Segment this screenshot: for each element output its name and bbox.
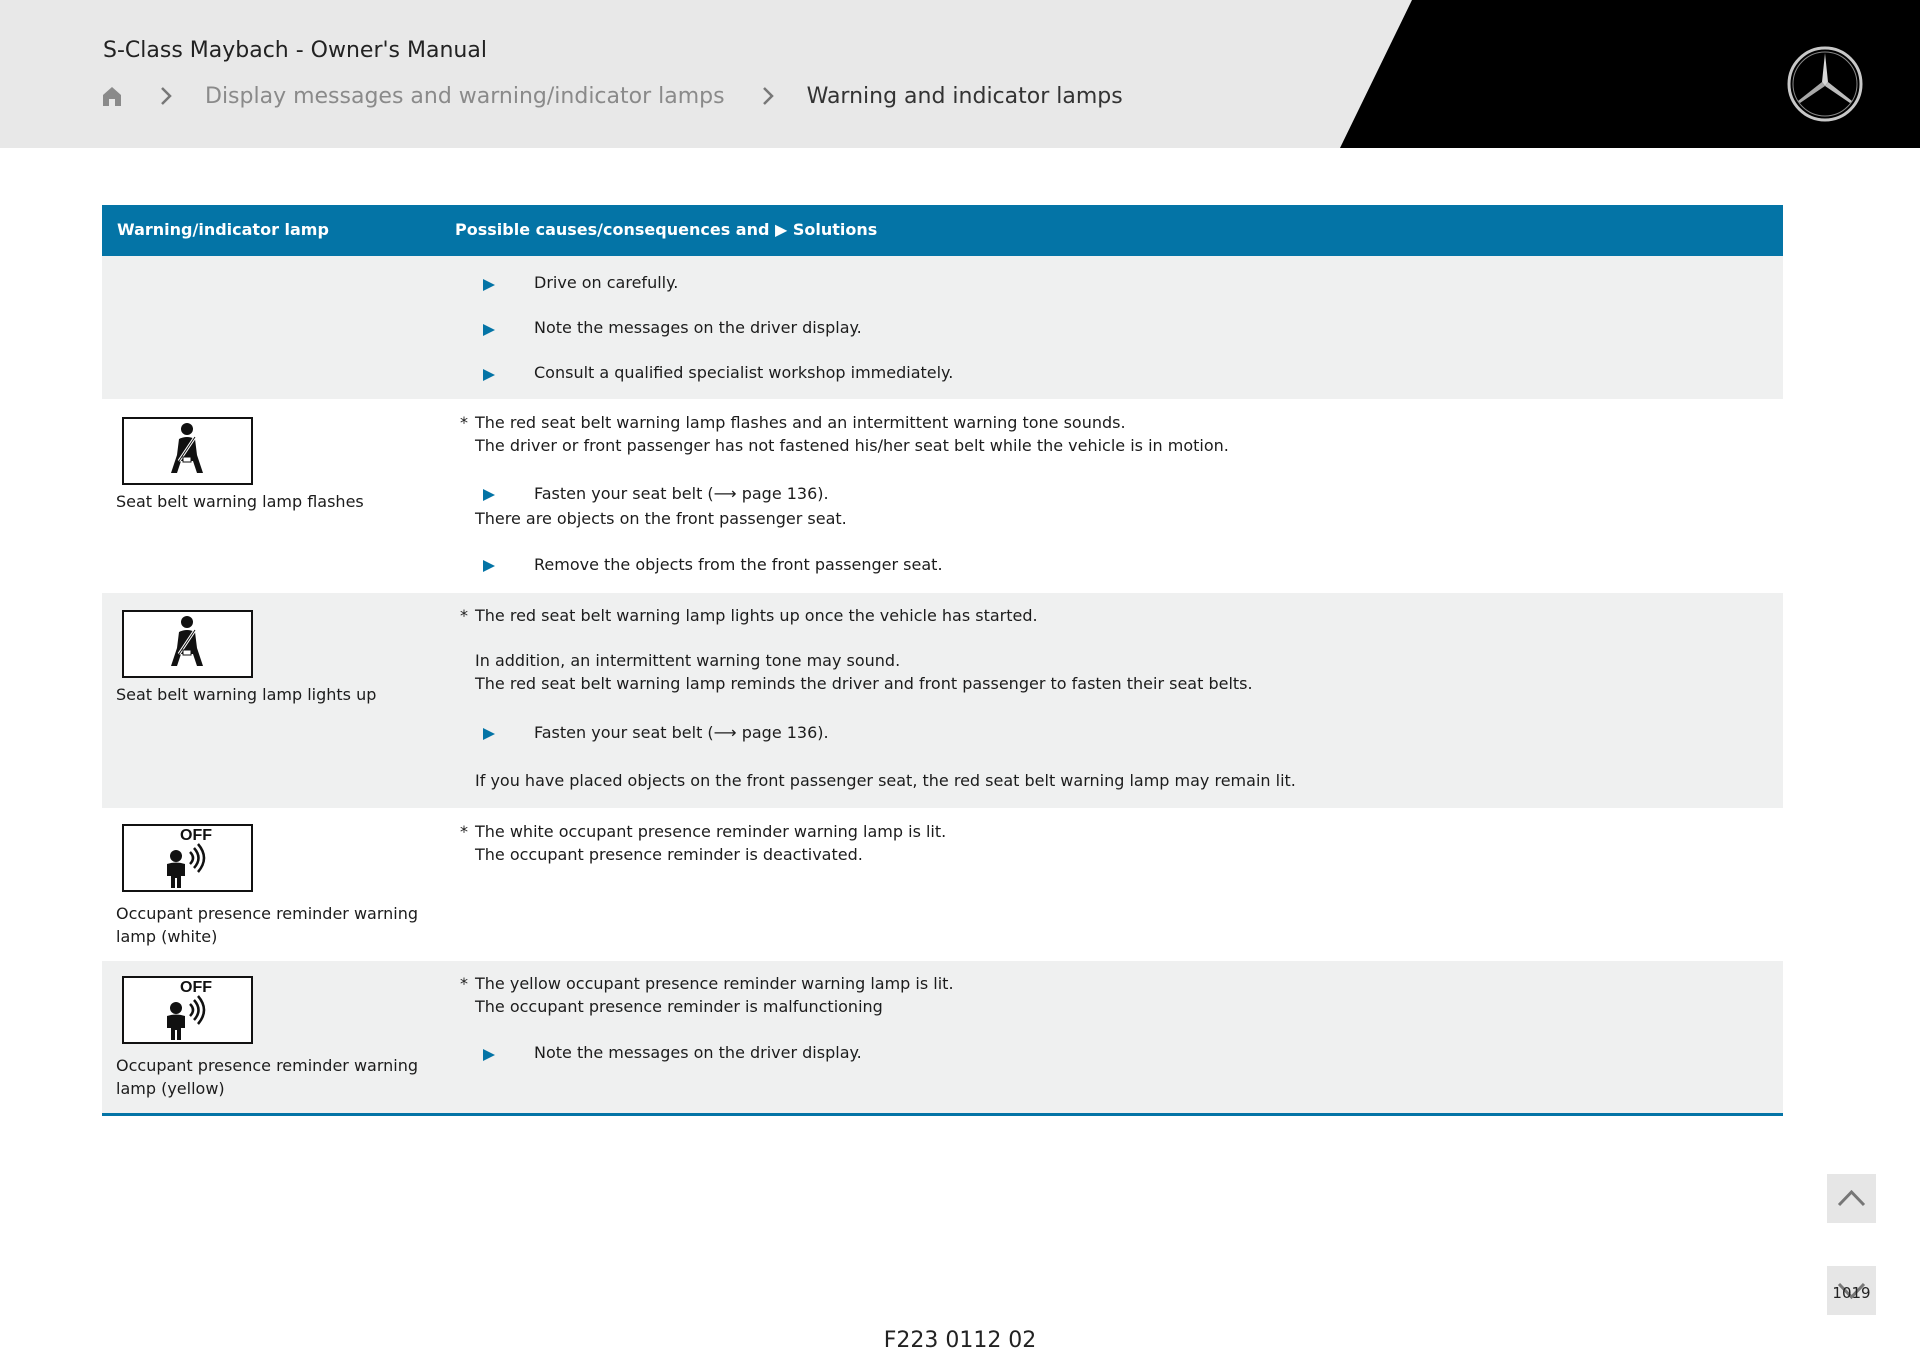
table-row [102,961,1783,1116]
seat-belt-icon [157,614,217,674]
lamp-label: Occupant presence reminder warning lamp (white) [116,904,419,946]
arrow-bullet-icon [482,727,496,741]
cause-text: The red seat belt warning lamp reminds the driver and front passenger to fasten their seat belts. [475,674,1253,693]
breadcrumb [101,80,1123,112]
footer-code: F223 0112 02 [883,1328,1037,1353]
occupant-presence-off-icon [154,830,214,890]
lamp-off-label: OFF [180,827,212,844]
arrow-bullet-icon [482,488,496,502]
chevron-right-icon [157,85,175,107]
occupant-presence-warning-lamp-white [122,824,253,892]
solution-text: Fasten your seat belt (⟶ page 136). [534,484,829,503]
seat-belt-icon [157,421,217,481]
cause-text: The white occupant presence reminder warning lamp is lit. [475,822,947,841]
arrow-bullet-icon [482,559,496,573]
solution-text: Drive on carefully. [534,273,679,292]
cause-text: The yellow occupant presence reminder warning lamp is lit. [475,974,954,993]
cause-text: In addition, an intermittent warning tone may sound. [475,651,901,670]
arrow-bullet-icon [482,1048,496,1062]
solution-text: Fasten your seat belt (⟶ page 136). [534,723,829,742]
footnote-marker: * [460,413,468,432]
cause-text: The occupant presence reminder is deactivated. [475,845,863,864]
scroll-up-button[interactable] [1827,1174,1876,1223]
table-row [102,808,1783,961]
page-number: 1019 [1832,1284,1871,1302]
footnote-marker: * [460,822,468,841]
page-header [0,0,1920,148]
footnote-marker: * [460,606,468,625]
solution-text: Remove the objects from the front passenger seat. [534,555,943,574]
arrow-bullet-icon [482,323,496,337]
table-row [102,399,1783,593]
breadcrumb-current: Warning and indicator lamps [806,83,1123,109]
cause-text: There are objects on the front passenger seat. [475,509,847,528]
occupant-presence-off-icon [154,982,214,1042]
chevron-up-icon [1827,1174,1876,1223]
seat-belt-warning-lamp [122,417,253,485]
table-row [102,256,1783,399]
solution-text: Note the messages on the driver display. [534,318,862,337]
table-header [102,205,1783,256]
cause-text: If you have placed objects on the front passenger seat, the red seat belt warning lamp may remain lit. [475,771,1296,790]
arrow-bullet-icon [482,278,496,292]
column-header-lamp: Warning/indicator lamp [117,220,329,239]
lamp-label: Seat belt warning lamp flashes [116,492,364,511]
solution-text: Consult a qualified specialist workshop immediately. [534,363,954,382]
lamp-label: Occupant presence reminder warning lamp (yellow) [116,1056,419,1098]
chevron-right-icon [759,85,777,107]
seat-belt-warning-lamp [122,610,253,678]
home-icon[interactable] [101,85,123,107]
lamp-label: Seat belt warning lamp lights up [116,685,377,704]
breadcrumb-link-section[interactable]: Display messages and warning/indicator lamps [205,83,725,109]
document-title: S-Class Maybach - Owner's Manual [103,38,487,63]
cause-text: The driver or front passenger has not fastened his/her seat belt while the vehicle is in motion. [475,436,1229,455]
cause-text: The occupant presence reminder is malfunctioning [475,997,883,1016]
cause-text: The red seat belt warning lamp flashes and an intermittent warning tone sounds. [475,413,1126,432]
column-header-causes: Possible causes/consequences and ▶ Solutions [455,220,878,239]
table-row [102,593,1783,808]
solution-text: Note the messages on the driver display. [534,1043,862,1062]
occupant-presence-warning-lamp-yellow [122,976,253,1044]
lamp-off-label: OFF [180,979,212,996]
mercedes-star-logo [1786,45,1864,123]
footnote-marker: * [460,974,468,993]
warning-lamps-table [102,205,1783,1116]
arrow-bullet-icon [482,368,496,382]
cause-text: The red seat belt warning lamp lights up once the vehicle has started. [475,606,1038,625]
